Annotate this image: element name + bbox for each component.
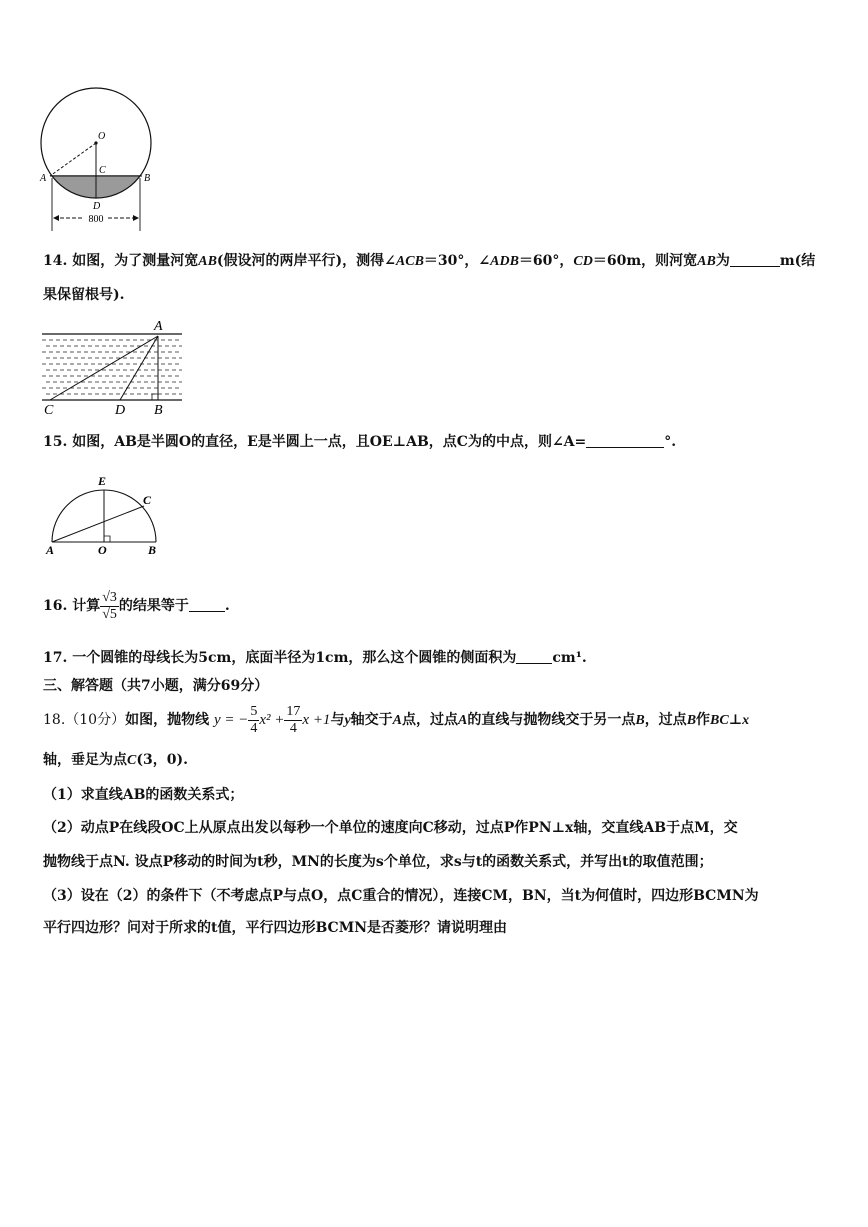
question-17: 17. 一个圆锥的母线长为5cm，底面半径为1cm，那么这个圆锥的侧面积为 cm¹. [43, 650, 587, 666]
right-angle-mark [152, 394, 158, 400]
question-18-part3-line2: 平行四边形？问对于所求的t值，平行四边形BCMN是否菱形？请说明理由 [43, 920, 507, 936]
fraction-sqrt3-over-sqrt5: $\frac{√3}{√5}$ [102, 589, 117, 622]
q16-number: 16. [43, 598, 68, 614]
answer-blank-17 [516, 649, 552, 664]
question-15: 15. 如图，AB是半圆O的直径，E是半圆上一点，且OE⊥AB，点C为的中点，则∠A= °. [43, 434, 677, 450]
question-14-line1: 14. 如图，为了测量河宽AB(假设河的两岸平行)，测得∠ACB＝30°，∠ADB＝60°，CD＝60m，则河宽AB为 m(结 [43, 253, 816, 269]
dim-label: 800 [88, 214, 104, 225]
label-a: A [40, 173, 47, 184]
radius-oa [50, 143, 96, 176]
question-18-line2: 轴，垂足为点C(3，0). [43, 752, 188, 768]
question-14-line2: 果保留根号). [43, 287, 125, 303]
fraction-17-over-4: $\frac{17}{4}$ [286, 703, 301, 736]
dim-arrow-left [53, 215, 59, 221]
answer-blank-15 [586, 433, 664, 448]
label-c: C [99, 165, 106, 176]
q17-number: 17. [43, 650, 68, 666]
figure-circle-chord [30, 85, 170, 235]
question-16: 16. 计算 $\frac{√3}{√5}$ 的结果等于 . [43, 589, 230, 622]
q14-number: 14. [43, 253, 68, 269]
q18-number: 18. [43, 712, 66, 728]
question-18-line1: 18.（10分）如图，抛物线 y = − $\frac{5}{4}$ x² + $\frac{17}{4}$ x +1与y轴交于A点，过点A的直线与抛物线交于另一点B，过点B作BC⊥x [43, 703, 750, 736]
question-18-part2-line1: （2）动点P在线段OC上从原点出发以每秒一个单位的速度向C移动，过点P作PN⊥x轴，交直线AB于点M，交 [43, 820, 738, 836]
question-18-part1: （1）求直线AB的函数关系式； [43, 787, 244, 803]
answer-blank-16 [189, 597, 225, 612]
figure-river [38, 318, 188, 416]
label-e: E [98, 474, 107, 488]
fraction-5-over-4: $\frac{5}{4}$ [250, 703, 258, 736]
label-o: O [98, 543, 107, 557]
water-pattern [42, 340, 182, 394]
q15-number: 15. [43, 434, 68, 450]
label-b: B [154, 403, 163, 416]
label-b: B [148, 543, 157, 557]
section-heading: 三、解答题（共7小题，满分69分） [43, 678, 269, 694]
label-c: C [143, 493, 152, 507]
label-a: A [154, 319, 163, 334]
label-d: D [115, 403, 126, 416]
label-a: A [46, 543, 55, 557]
question-18-part3-line1: （3）设在（2）的条件下（不考虑点P与点O，点C重合的情况），连接CM，BN，当t为何值时，四边形BCMN为 [43, 888, 759, 904]
figure-semicircle [40, 470, 170, 560]
question-18-part2-line2: 抛物线于点N. 设点P移动的时间为t秒，MN的长度为s个单位，求s与t的函数关系式，并写出t的取值范围； [43, 854, 713, 870]
segment-ac [52, 506, 144, 542]
answer-blank-14 [730, 252, 780, 267]
label-d: D [93, 201, 101, 212]
right-angle-mark [104, 536, 110, 542]
label-c: C [44, 403, 54, 416]
label-o: O [98, 131, 106, 142]
dim-arrow-right [133, 215, 139, 221]
label-b: B [144, 173, 151, 184]
